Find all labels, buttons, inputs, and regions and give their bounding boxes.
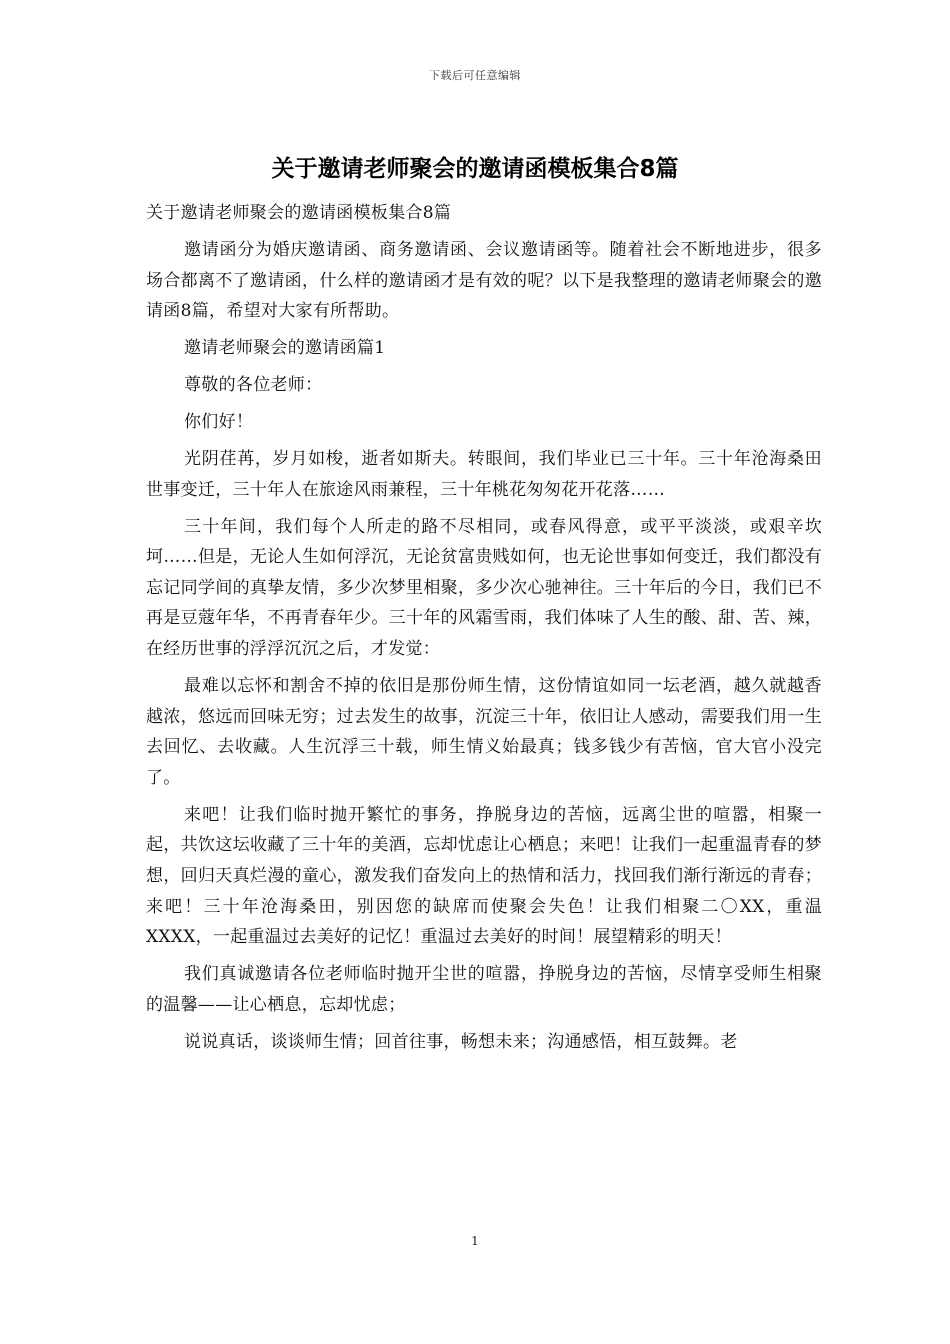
body-paragraph: 三十年间，我们每个人所走的路不尽相同，或春风得意，或平平淡淡，或艰辛坎坷……但是，无论人生如何浮沉，无论贫富贵贱如何，也无论世事如何变迁，我们都没有忘记同学间的真挚友情，多少次梦里相聚，多少次心驰神往。三十年后的今日，我们已不再是豆蔻年华，不再青春年少。三十年的风霜雪雨，我们体味了人生的酸、甜、苦、辣，在经历世事的浮浮沉沉之后，才发觉： <box>146 516 822 660</box>
intro-paragraph: 邀请函分为婚庆邀请函、商务邀请函、会议邀请函等。随着社会不断地进步，很多场合都离不了邀请函，什么样的邀请函才是有效的呢？以下是我整理的邀请老师聚会的邀请函8篇，希望对大家有所帮助。 <box>146 239 822 322</box>
body-paragraph: 最难以忘怀和割舍不掉的依旧是那份师生情，这份情谊如同一坛老酒，越久就越香越浓，悠远而回味无穷；过去发生的故事，沉淀三十年，依旧让人感动，需要我们用一生去回忆、去收藏。人生沉浮三十载，师生情义始最真；钱多钱少有苦恼，官大官小没完了。 <box>146 676 822 788</box>
salutation: 尊敬的各位老师： <box>184 375 323 396</box>
page-header-note: 下载后可任意编辑 <box>429 69 521 82</box>
greeting: 你们好！ <box>184 412 254 433</box>
subtitle-paragraph: 关于邀请老师聚会的邀请函模板集合8篇 <box>146 203 452 223</box>
page-number: 1 <box>471 1234 479 1248</box>
body-paragraph: 我们真诚邀请各位老师临时抛开尘世的喧嚣，挣脱身边的苦恼，尽情享受师生相聚的温馨——让心栖息，忘却忧虑； <box>146 964 822 1015</box>
document-body <box>146 198 822 1064</box>
section-heading: 邀请老师聚会的邀请函篇1 <box>184 338 386 359</box>
body-paragraph: 光阴荏苒，岁月如梭，逝者如斯夫。转眼间，我们毕业已三十年。三十年沧海桑田世事变迁，三十年人在旅途风雨兼程，三十年桃花匆匆花开花落…… <box>146 449 822 500</box>
body-paragraph: 说说真话，谈谈师生情；回首往事，畅想未来；沟通感悟，相互鼓舞。老 <box>184 1031 738 1052</box>
document-title: 关于邀请老师聚会的邀请函模板集合8篇 <box>271 156 679 182</box>
body-paragraph: 来吧！让我们临时抛开繁忙的事务，挣脱身边的苦恼，远离尘世的喧嚣，相聚一起，共饮这坛收藏了三十年的美酒，忘却忧虑让心栖息；来吧！让我们一起重温青春的梦想，回归天真烂漫的童心，激发我们奋发向上的热情和活力，找回我们渐行渐远的青春；来吧！三十年沧海桑田，别因您的缺席而使聚会失色！让我们相聚二〇XX，重温XXXX，一起重温过去美好的记忆！重温过去美好的时间！展望精彩的明天！ <box>146 804 822 948</box>
